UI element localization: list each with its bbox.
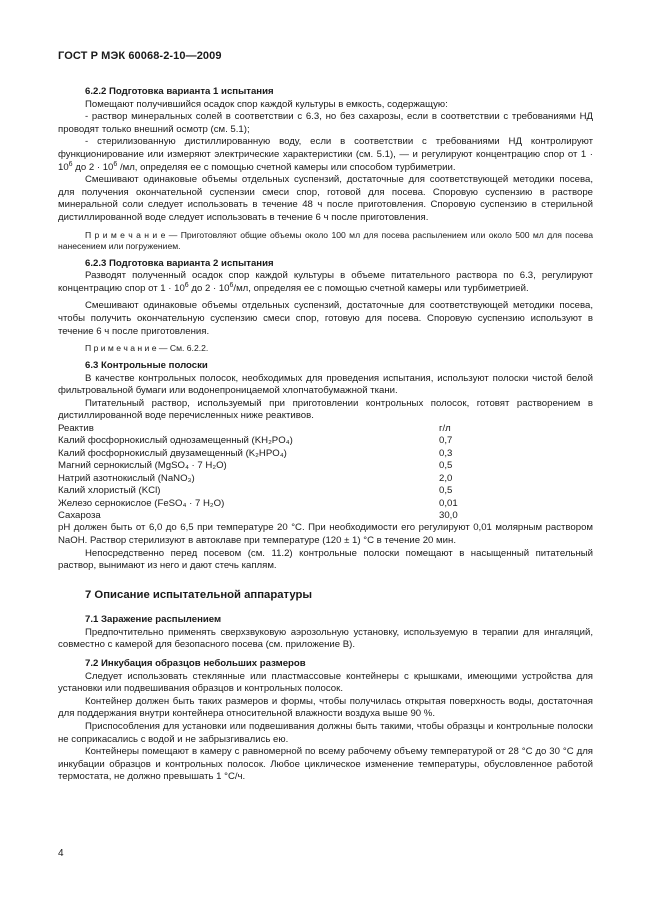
section-7-1-heading: 7.1 Заражение распылением: [85, 614, 222, 626]
reagent-name: Магний сернокислый (MgSO₄ · 7 H₂O): [58, 460, 227, 472]
reagent-value: 0,7: [439, 435, 453, 447]
paragraph: Разводят полученный осадок спор каждой культуры в объеме питательного раствора по 6.3, регулируют концентрацию спор от $1 \cdot 10^6$ до $2 \cdot 10^6/мл$, определяя ее с помощью счетной камеры или турбиметрией.: [58, 270, 593, 294]
paragraph: Предпочтительно применять сверхзвуковую аэрозольную установку, используемую в терапии для ингаляций, совместно с камерой для безопасного посева (см. приложение В).: [58, 626, 593, 651]
paragraph: Помещают получившийся осадок спор каждой культуры в емкость, содержащую:: [85, 98, 448, 110]
table-row: [58, 473, 499, 485]
table-row: [58, 435, 499, 447]
section-7-2-heading: 7.2 Инкубация образцов небольших размеров: [85, 658, 306, 670]
table-row: [58, 510, 499, 522]
section-6-3-heading: 6.3 Контрольные полоски: [85, 360, 208, 372]
reagent-name: Натрий азотнокислый (NaNO₃): [58, 472, 195, 484]
section-6-2-2-heading: 6.2.2 Подготовка варианта 1 испытания: [85, 86, 274, 97]
reagent-name: Калий фосфорнокислый двузамещенный (K₂HPO₄): [58, 447, 287, 459]
paragraph: Контейнеры помещают в камеру с равномерной по всему рабочему объему температурой от 28 °С до 30 °С для инкубации образцов и контрольных полосок. Любое циклическое изменение температуры, обусловленное работой термостата, не должно превышать 1 °С/ч.: [58, 746, 593, 783]
page-number: 4: [58, 848, 64, 859]
section-6-2-3-heading: 6.2.3 Подготовка варианта 2 испытания: [85, 257, 274, 269]
reagent-name: Сахароза: [58, 509, 101, 521]
reagent-value: 2,0: [439, 472, 453, 484]
reagent-value: 0,01: [439, 497, 458, 509]
reagent-name: Калий фосфорнокислый однозамещенный (KH₂PO₄): [58, 435, 293, 447]
reagent-value: 0,3: [439, 447, 453, 459]
paragraph: Приспособления для установки или подвешивания должны быть такими, чтобы образцы и контрольные полоски не соприкасались с водой и не забрызгивались ею.: [58, 721, 593, 745]
note: П р и м е ч а н и е — Приготовляют общие объемы около 100 мл для посева распылением или около 500 мл для посева нанесением или погружением.: [58, 229, 594, 251]
section-7-heading: 7 Описание испытательной аппаратуры: [85, 588, 313, 601]
document-header: ГОСТ Р МЭК 60068-2-10—2009: [58, 50, 222, 62]
paragraph: - раствор минеральных солей в соответствии с 6.3, но без сахарозы, если в соответствии с требованиями НД проводят только внешний осмотр (см. 5.1);: [58, 111, 593, 135]
reagents-table: [58, 423, 499, 522]
paragraph: Смешивают одинаковые объемы отдельных суспензий, достаточные для соответствующей методики посева, для получения окончательной суспензии смеси спор, готовой для посева. Споровую суспензию в растворе минеральной соли следует использовать в течение 48 ч после приготовления. Споровую суспензию в стерильной дистиллированной воде следует использовать в течение 6 ч после приготовления.: [58, 174, 593, 223]
reagent-value: 0,5: [439, 460, 453, 472]
table-row: [58, 485, 499, 497]
page-content: [58, 80, 593, 784]
paragraph: pH должен быть от 6,0 до 6,5 при температуре 20 °С. При необходимости его регулируют 0,01 молярным раствором NaOH. Раствор стерилизуют в автоклаве при температуре (120 ± 1) °С в течение 20 мин.: [58, 522, 593, 546]
paragraph: Питательный раствор, используемый при приготовлении контрольных полосок, готовят растворением в дистиллированной воде перечисленных ниже реактивов.: [58, 397, 593, 422]
table-header-row: [58, 423, 499, 435]
paragraph: Контейнер должен быть таких размеров и формы, чтобы получилась открытая поверхность воды, достаточная для поддержания внутри контейнера относительной влажности воздуха выше 90 %.: [58, 695, 593, 720]
table-row: [58, 448, 499, 460]
paragraph: Смешивают одинаковые объемы отдельных суспензий, достаточные для соответствующей методики посева, чтобы получить окончательную суспензию смеси спор, готовую для посева. Споровую суспензию используют в течение 6 ч после приготовления.: [58, 300, 593, 337]
reagent-value: 30,0: [439, 509, 458, 521]
table-row: [58, 460, 499, 472]
paragraph: Следует использовать стеклянные или пластмассовые контейнеры с крышками, имеющими устройства для установки или подвешивания образцов и контрольных полосок.: [58, 670, 593, 695]
reagent-value: 0,5: [439, 485, 453, 497]
paragraph: Непосредственно перед посевом (см. 11.2) контрольные полоски помещают в насыщенный питательный раствор, вынимают из него и дают стечь каплям.: [58, 547, 593, 572]
paragraph: В качестве контрольных полосок, необходимых для проведения испытания, используют полоски чистой белой фильтровальной бумаги или водонепроницаемой хлопчатобумажной ткани.: [58, 372, 593, 397]
column-header-reagent: Реактив: [58, 423, 94, 435]
reagent-name: Калий хлористый (KCl): [58, 485, 161, 497]
reagent-name: Железо сернокислое (FeSO₄ · 7 H₂O): [58, 497, 225, 509]
paragraph: - стерилизованную дистиллированную воду, если в соответствии с требованиями НД контролируют функционирование или измеряют электрические характеристики (см. 5.1), — и регулируют концентрацию спор от $1 \cdot 10^6$ до $2 \cdot 10^6$ /мл, определяя ее с помощью счетной камеры или способом турбиметрии.: [58, 136, 593, 173]
note: П р и м е ч а н и е — См. 6.2.2.: [85, 343, 209, 354]
table-row: [58, 498, 499, 510]
column-header-unit: г/л: [439, 423, 451, 435]
